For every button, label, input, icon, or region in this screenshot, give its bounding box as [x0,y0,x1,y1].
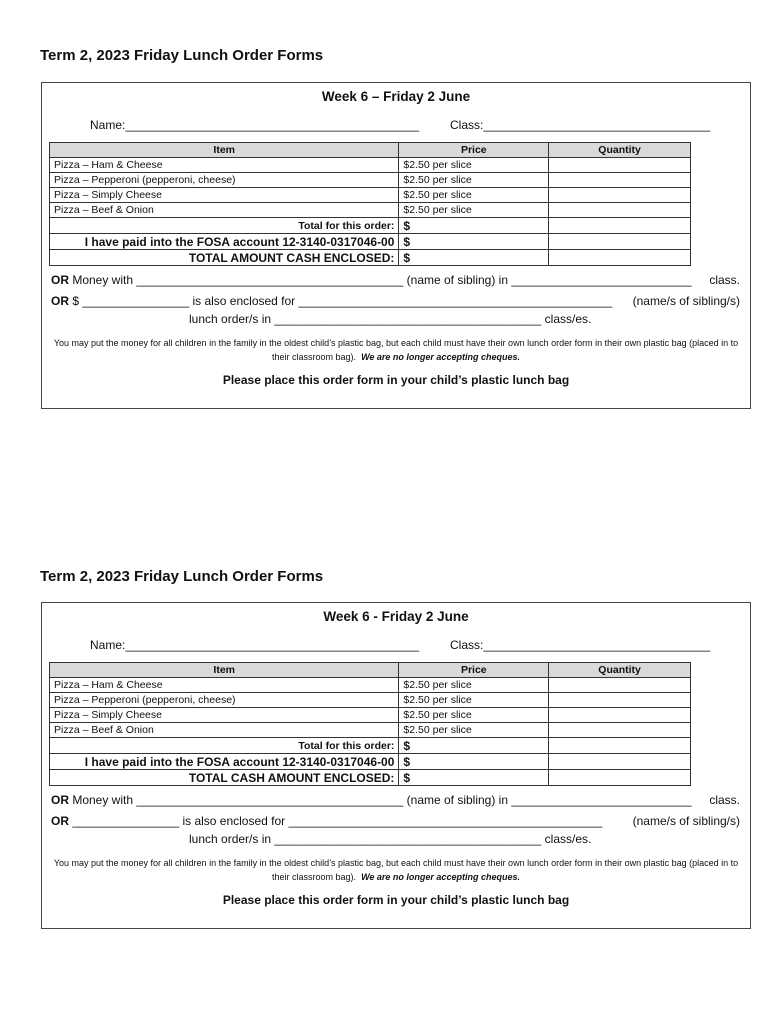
table-row [50,203,691,218]
item-name: Pizza – Pepperoni (pepperoni, cheese) [50,693,399,708]
header-price: Price [399,143,549,158]
fosa-amount[interactable]: $ [399,754,549,770]
header-item: Item [50,663,399,678]
table-row [50,723,691,738]
quantity-cell[interactable] [549,203,691,218]
quantity-cell[interactable] [549,250,691,266]
sibling-line [51,271,740,289]
quantity-cell[interactable] [549,770,691,786]
lunch-orders-line[interactable]: lunch order/s in ________________________________________ class/es. [189,312,592,326]
quantity-cell[interactable] [549,188,691,203]
quantity-cell[interactable] [549,158,691,173]
item-price: $2.50 per slice [399,693,549,708]
fosa-label: I have paid into the FOSA account 12-3140-0317046-00 [50,754,399,770]
enclosed-line [51,812,740,830]
note-text: You may put the money for all children in the family in the oldest child’s plastic bag, but each child must have their own lunch order form in their own plastic bag (placed in to their classroom bag). [53,338,739,362]
quantity-cell[interactable] [549,234,691,250]
enclosed-line [51,292,740,310]
order-form [41,602,751,929]
item-name: Pizza – Simply Cheese [50,708,399,723]
order-table [49,142,691,266]
table-row [50,158,691,173]
order-form [41,82,751,409]
header-quantity: Quantity [549,143,691,158]
item-price: $2.50 per slice [399,173,549,188]
total-amount[interactable]: $ [399,738,549,754]
item-name: Pizza – Beef & Onion [50,723,399,738]
sibling-line [51,791,740,809]
total-label: Total for this order: [50,218,399,234]
item-name: Pizza – Beef & Onion [50,203,399,218]
week-heading: Week 6 – Friday 2 June [321,89,471,104]
table-row [50,708,691,723]
item-name: Pizza – Simply Cheese [50,188,399,203]
item-price: $2.50 per slice [399,203,549,218]
fosa-label: I have paid into the FOSA account 12-3140-0317046-00 [50,234,399,250]
sibling-text[interactable]: Money with ________________________________________ (name of sibling) in ___________________________ [69,273,692,287]
enclosed-suffix: (name/s of sibling/s) [632,814,740,828]
footer-instruction: Please place this order form in your child’s plastic lunch bag [222,373,570,387]
item-price: $2.50 per slice [399,708,549,723]
quantity-cell[interactable] [549,693,691,708]
class-field[interactable]: Class:__________________________________ [450,638,711,652]
or-label: OR [51,814,69,828]
cheque-notice: We are no longer accepting cheques. [361,352,520,362]
item-price: $2.50 per slice [399,678,549,693]
table-row [50,678,691,693]
quantity-cell[interactable] [549,738,691,754]
cash-label: TOTAL AMOUNT CASH ENCLOSED: [50,250,399,266]
total-amount[interactable]: $ [399,218,549,234]
or-label: OR [51,273,69,287]
footer-instruction: Please place this order form in your child’s plastic lunch bag [222,893,570,907]
form-title: Term 2, 2023 Friday Lunch Order Forms [40,568,324,585]
class-field[interactable]: Class:__________________________________ [450,118,711,132]
week-heading: Week 6 - Friday 2 June [323,609,469,624]
item-price: $2.50 per slice [399,158,549,173]
table-row [50,693,691,708]
item-name: Pizza – Pepperoni (pepperoni, cheese) [50,173,399,188]
enclosed-text[interactable]: ________________ is also enclosed for _______________________________________________ [69,814,603,828]
instructions-note [52,336,740,364]
header-item: Item [50,143,399,158]
lunch-orders-line[interactable]: lunch order/s in ________________________________________ class/es. [189,832,592,846]
form-title: Term 2, 2023 Friday Lunch Order Forms [40,47,324,64]
quantity-cell[interactable] [549,678,691,693]
sibling-suffix: class. [709,273,740,287]
sibling-text[interactable]: Money with ________________________________________ (name of sibling) in ___________________________ [69,793,692,807]
total-label: Total for this order: [50,738,399,754]
order-table [49,662,691,786]
enclosed-text[interactable]: $ ________________ is also enclosed for _______________________________________________ [69,294,613,308]
quantity-cell[interactable] [549,708,691,723]
table-row [50,173,691,188]
instructions-note [52,856,740,884]
or-label: OR [51,793,69,807]
quantity-cell[interactable] [549,218,691,234]
enclosed-suffix: (name/s of sibling/s) [632,294,740,308]
quantity-cell[interactable] [549,723,691,738]
header-price: Price [399,663,549,678]
quantity-cell[interactable] [549,754,691,770]
name-field[interactable]: Name:____________________________________________ [90,118,419,132]
item-price: $2.50 per slice [399,723,549,738]
name-field[interactable]: Name:____________________________________________ [90,638,419,652]
header-quantity: Quantity [549,663,691,678]
cash-amount[interactable]: $ [399,250,549,266]
item-name: Pizza – Ham & Cheese [50,678,399,693]
cheque-notice: We are no longer accepting cheques. [361,872,520,882]
cash-label: TOTAL CASH AMOUNT ENCLOSED: [50,770,399,786]
fosa-amount[interactable]: $ [399,234,549,250]
sibling-suffix: class. [709,793,740,807]
or-label: OR [51,294,69,308]
item-price: $2.50 per slice [399,188,549,203]
cash-amount[interactable]: $ [399,770,549,786]
table-row [50,188,691,203]
item-name: Pizza – Ham & Cheese [50,158,399,173]
quantity-cell[interactable] [549,173,691,188]
note-text: You may put the money for all children in the family in the oldest child’s plastic bag, but each child must have their own lunch order form in their own plastic bag (placed in to their classroom bag). [53,858,739,882]
